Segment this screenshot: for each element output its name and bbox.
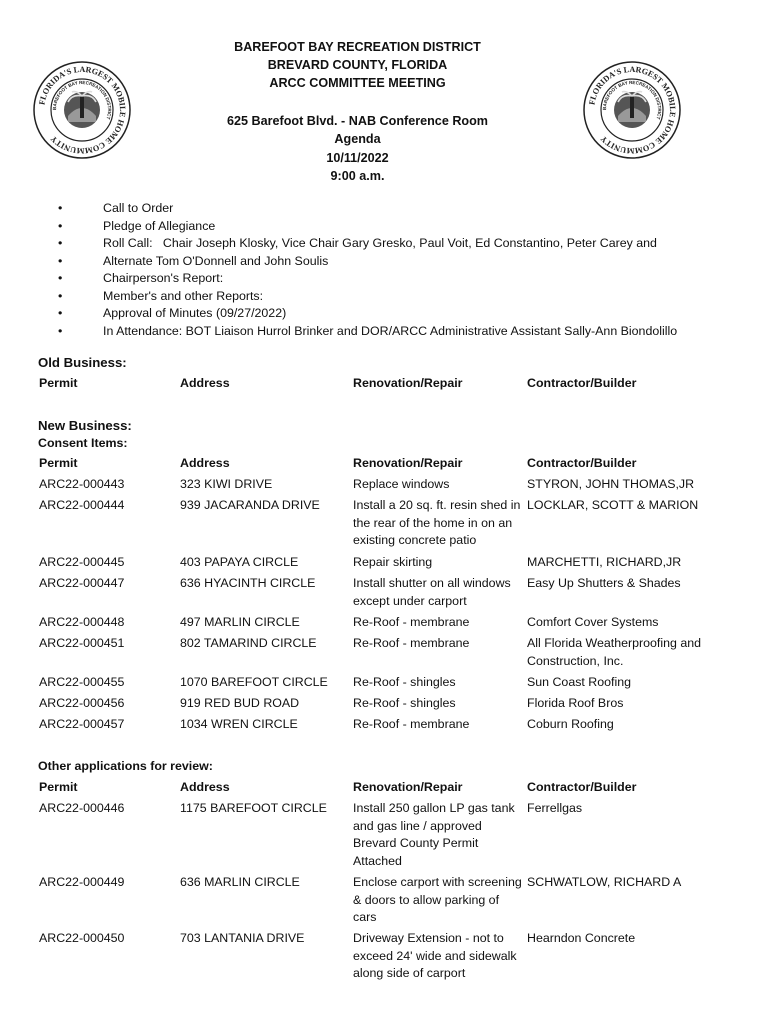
renovation-column-header: Renovation/Repair — [353, 376, 463, 390]
address-cell: 1175 BAREFOOT CIRCLE — [180, 801, 327, 815]
renovation-cell: Driveway Extension - not to exceed 24' wide and sidewalk along side of carport — [353, 931, 517, 980]
contractor-cell: Sun Coast Roofing — [527, 675, 632, 689]
page-title: Agenda — [334, 132, 381, 146]
renovation-cell: Re-Roof - membrane — [353, 615, 470, 629]
agenda-item: • Chairperson's Report: — [58, 270, 758, 288]
meeting-name: ARCC COMMITTEE MEETING — [269, 76, 446, 90]
address-cell: 1070 BAREFOOT CIRCLE — [180, 675, 328, 689]
permit-cell: ARC22-000451 — [39, 636, 125, 650]
bullet-icon: • — [58, 288, 63, 303]
address-cell: 703 LANTANIA DRIVE — [180, 931, 305, 945]
renovation-cell: Install 250 gallon LP gas tank and gas line / approved Brevard County Permit Attached — [353, 801, 515, 868]
renovation-cell: Re-Roof - membrane — [353, 717, 470, 731]
address-column-header: Address — [180, 456, 230, 470]
bullet-icon: • — [58, 323, 63, 338]
permit-column-header: Permit — [39, 376, 78, 390]
agenda-item: • Roll Call: Chair Joseph Klosky, Vice Chair Gary Gresko, Paul Voit, Ed Constantino, Peter Carey and — [58, 235, 758, 253]
agenda-item: • In Attendance: BOT Liaison Hurrol Brinker and DOR/ARCC Administrative Assistant Sally-Ann Biondolillo — [58, 323, 758, 341]
agenda-item: • Call to Order — [58, 200, 758, 218]
old-business-heading: Old Business: — [38, 355, 127, 370]
address-cell: 323 KIWI DRIVE — [180, 477, 273, 491]
permit-cell: ARC22-000448 — [39, 615, 125, 629]
contractor-cell: Coburn Roofing — [527, 717, 614, 731]
contractor-cell: Comfort Cover Systems — [527, 615, 659, 629]
bullet-icon: • — [58, 271, 63, 285]
contractor-column-header: Contractor/Builder — [527, 456, 637, 470]
address-cell: 802 TAMARIND CIRCLE — [180, 636, 317, 650]
agenda-item: • Pledge of Allegiance — [58, 218, 758, 236]
renovation-cell: Re-Roof - shingles — [353, 696, 456, 710]
county-name: BREVARD COUNTY, FLORIDA — [267, 58, 448, 72]
address-cell: 403 PAPAYA CIRCLE — [180, 555, 299, 569]
permit-cell: ARC22-000457 — [39, 717, 125, 731]
address-cell: 919 RED BUD ROAD — [180, 696, 300, 710]
agenda-item: • Alternate Tom O'Donnell and John Soulis — [58, 253, 758, 271]
district-name: BAREFOOT BAY RECREATION DISTRICT — [234, 40, 481, 54]
contractor-cell: All Florida Weatherproofing and Construction, Inc. — [527, 636, 702, 668]
permit-cell: ARC22-000449 — [39, 875, 125, 889]
renovation-cell: Install a 20 sq. ft. resin shed in the rear of the home in on an existing concrete patio — [353, 498, 521, 547]
meeting-location: 625 Barefoot Blvd. - NAB Conference Room — [226, 114, 488, 128]
new-business-heading: New Business: — [38, 418, 132, 433]
renovation-cell: Repair skirting — [353, 555, 433, 569]
agenda-item: • Member's and other Reports: — [58, 288, 758, 306]
bullet-icon: • — [58, 218, 63, 233]
permit-cell: ARC22-000446 — [39, 801, 125, 815]
address-cell: 939 JACARANDA DRIVE — [180, 498, 320, 512]
renovation-cell: Install shutter on all windows except under carport — [353, 576, 511, 608]
renovation-cell: Re-Roof - shingles — [353, 675, 456, 689]
renovation-cell: Replace windows — [353, 477, 450, 491]
consent-items-heading: Consent Items: — [38, 436, 128, 450]
permit-cell: ARC22-000443 — [39, 477, 125, 491]
meeting-time: 9:00 a.m. — [330, 169, 385, 183]
contractor-column-header: Contractor/Builder — [527, 780, 637, 794]
contractor-cell: SCHWATLOW, RICHARD A — [527, 875, 682, 889]
permit-column-header: Permit — [39, 456, 78, 470]
permit-cell: ARC22-000455 — [39, 675, 125, 689]
agenda-item: • Approval of Minutes (09/27/2022) — [58, 305, 758, 323]
bullet-icon: • — [58, 306, 63, 320]
address-cell: 497 MARLIN CIRCLE — [180, 615, 300, 629]
meeting-date: 10/11/2022 — [326, 151, 389, 165]
contractor-column-header: Contractor/Builder — [527, 376, 637, 390]
contractor-cell: Florida Roof Bros — [527, 696, 624, 710]
address-column-header: Address — [180, 376, 230, 390]
permit-cell: ARC22-000445 — [39, 555, 125, 569]
renovation-cell: Enclose carport with screening & doors to allow parking of cars — [353, 875, 522, 924]
bullet-icon: • — [58, 253, 63, 268]
svg-text:FLORIDA'S LARGEST MOBILE HOME: FLORIDA'S LARGEST MOBILE HOME COMMUNITY — [37, 64, 128, 156]
renovation-column-header: Renovation/Repair — [353, 456, 463, 470]
svg-text:BAREFOOT BAY RECREATION DISTRI: BAREFOOT BAY RECREATION DISTRICT — [601, 79, 663, 121]
permit-column-header: Permit — [39, 780, 78, 794]
contractor-cell: Ferrellgas — [527, 801, 583, 815]
contractor-cell: Hearndon Concrete — [527, 931, 636, 945]
permit-cell: ARC22-000444 — [39, 498, 125, 512]
bullet-icon: • — [58, 201, 63, 215]
address-column-header: Address — [180, 780, 230, 794]
agenda-list — [58, 200, 758, 340]
contractor-cell: Easy Up Shutters & Shades — [527, 576, 681, 590]
renovation-column-header: Renovation/Repair — [353, 780, 463, 794]
svg-text:BAREFOOT BAY RECREATION DISTRI: BAREFOOT BAY RECREATION DISTRICT — [51, 79, 113, 121]
other-applications-heading: Other applications for review: — [38, 759, 213, 773]
address-cell: 1034 WREN CIRCLE — [180, 717, 298, 731]
address-cell: 636 MARLIN CIRCLE — [180, 875, 300, 889]
permit-cell: ARC22-000456 — [39, 696, 125, 710]
contractor-cell: MARCHETTI, RICHARD,JR — [527, 555, 682, 569]
permit-cell: ARC22-000447 — [39, 576, 125, 590]
contractor-cell: LOCKLAR, SCOTT & MARION — [527, 498, 699, 512]
svg-text:FLORIDA'S LARGEST MOBILE HOME: FLORIDA'S LARGEST MOBILE HOME COMMUNITY — [587, 64, 678, 156]
permit-cell: ARC22-000450 — [39, 931, 125, 945]
contractor-cell: STYRON, JOHN THOMAS,JR — [527, 477, 695, 491]
bullet-icon: • — [58, 236, 63, 250]
address-cell: 636 HYACINTH CIRCLE — [180, 576, 316, 590]
renovation-cell: Re-Roof - membrane — [353, 636, 470, 650]
